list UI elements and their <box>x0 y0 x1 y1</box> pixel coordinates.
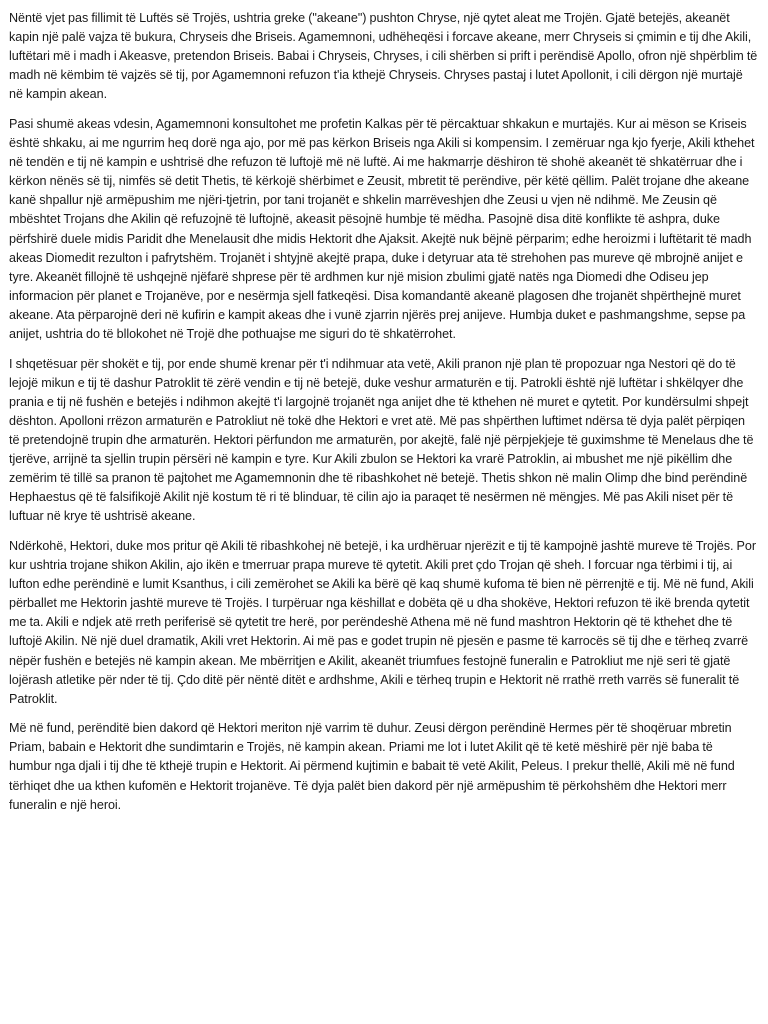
paragraph-3: I shqetësuar për shokët e tij, por ende shumë krenar për t'i ndihmuar ata vetë, Akili pranon një plan të propozuar nga Nestori që do të lejojë mikun e tij të dashur Patroklit të zërë vendin e tij në betejë, duke veshur armaturën e tij. Patrokli është një luftëtar i shkëlqyer dhe prania e tij në fushën e betejës i ndihmon akejtë t'i largojnë trojanët nga anijet dhe të kthehen në muret e qytetit. Por kundërsulmi shpejt dështon. Apolloni rrëzon armaturën e Patrokliut në tokë dhe Hektori e vret atë. Më pas shpërthen luftimet ndërsa të dyja palët përpiqen të pretendojnë trupin dhe armaturën. Hektori përfundon me armaturën, por akejtë, falë një përpjekjeje të guximshme të Menelaus dhe të tjerëve, arrijnë ta sjellin trupin përsëri në kampin e tyre. Kur Akili zbulon se Hektori ka vrarë Patroklin, ai mbushet me një pikëllim dhe zemërim të tillë sa pranon të pajtohet me Agamemnonin dhe të ribashkohet në betejë. Thetis shkon në malin Olimp dhe bind perëndinë Hephaestus që të falsifikojë Akilit një kostum të ri të blinduar, të cilin ajo ia paraqet të nesërmen në mëngjes. Më pas Akili niset për të luftuar në krye të ushtrisë akeane. <box>9 356 754 524</box>
paragraph-1: Nëntë vjet pas fillimit të Luftës së Trojës, ushtria greke ("akeane") pushton Chryse, një qytet aleat me Trojën. Gjatë betejës, akeanët kapin një palë vajza të bukura, Chryseis dhe Briseis. Agamemnoni, udhëheqësi i forcave akeane, merr Chryseis si çmimin e tij dhe Akili, luftëtari më i madh i Akeasve, pretendon Briseis. Babai i Chryseis, Chryses, i cili shërben si prift i perëndisë Apollo, ofron një shpërblim të madh në këmbim të vajzës së tij, por Agamemnoni refuzon t'ia kthejë Chryseis. Chryses pastaj i lutet Apollonit, i cili dërgon një murtajë në kampin akean. <box>9 11 758 102</box>
paragraph-5: Më në fund, perënditë bien dakord që Hektori meriton një varrim të duhur. Zeusi dërgon perëndinë Hermes për të shoqëruar mbretin Priam, babain e Hektorit dhe sundimtarin e Trojës, në kampin akean. Priami me lot i lutet Akilit që të ketë mëshirë për një baba të humbur nga djali i tij dhe të kthejë trupin e Hektorit. Ai përmend kujtimin e babait të vetë Akilit, Peleus. I prekur thellë, Akili më në fund tërhiqet dhe ua kthen kufomën e Hektorit trojanëve. Të dyja palët bien dakord për një armëpushim të përkohshëm dhe Hektori merr funeralin e një heroi. <box>9 721 735 812</box>
paragraph-4: Ndërkohë, Hektori, duke mos pritur që Akili të ribashkohej në betejë, i ka urdhëruar njerëzit e tij të kampojnë jashtë mureve të Trojës. Por kur ushtria trojane shikon Akilin, ajo ikën e tmerruar prapa mureve të qytetit. Akili pret çdo Trojan që sheh. I forcuar nga tërbimi i tij, ai lufton edhe perëndinë e lumit Ksanthus, i cili zemërohet se Akili ka bërë që kaq shumë kufoma të bien në përrenjtë e tij. Më në fund, Akili përballet me Hektorin jashtë mureve të Trojës. I turpëruar nga këshillat e dobëta që u dha shokëve, Hektori refuzon të ikë brenda qytetit me ta. Akili e ndjek atë rreth periferisë së qytetit tre herë, por perëndeshë Athena më në fund mashtron Hektorin që të kthehet dhe të luftojë Akilin. Në një duel dramatik, Akili vret Hektorin. Ai më pas e godet trupin në pjesën e pasme të karrocës së tij dhe e tërheq zvarrë nëpër fushën e betejës në kampin akean. Me mbërritjen e Akilit, akeanët triumfues festojnë funeralin e Patrokliut me një seri të gjatë lojërash atletike për nder të tij. Çdo ditë për nëntë ditët e ardhshme, Akili e tërheq trupin e Hektorit në rrathë rreth varrës së funeralit të Patroklit. <box>9 538 757 706</box>
paragraph-2: Pasi shumë akeas vdesin, Agamemnoni konsultohet me profetin Kalkas për të përcaktuar shkakun e murtajës. Kur ai mëson se Kriseis është shkaku, ai me ngurrim heq dorë nga ajo, por më pas kërkon Briseis nga Akili si kompensim. I zemëruar nga kjo fyerje, Akili kthehet në tendën e tij në kampin e ushtrisë dhe refuzon të luftojë më në luftë. Ai me hakmarrje dëshiron të shohë akeanët të shkatërruar dhe i kërkon nënës së tij, nimfës së detit Thetis, të kërkojë shërbimet e Zeusit, mbretit të perëndive, për këtë qëllim. Palët trojane dhe akeane kanë shpallur një armëpushim me njëri-tjetrin, por tani trojanët e shkelin marrëveshjen dhe Zeusi u vjen në ndihmë. Me Zeusin që mbështet Trojans dhe Akilin që refuzojnë të luftojnë, akeasit pësojnë humbje të mëdha. Pasojnë disa ditë konflikte të ashpra, duke përfshirë duele midis Paridit dhe Menelausit dhe midis Hektorit dhe Ajaksit. Akejtë nuk bëjnë përparim; edhe heroizmi i luftëtarit të madh akeas Diomedit rezulton i pafrytshëm. Trojanët i shtyjnë akejtë prapa, duke i detyruar ata të strehohen pas mureve që mbrojnë anijet e tyre. Akeanët fillojnë të ushqejnë njëfarë shprese për të ardhmen kur një mision zbulimi gjatë natës nga Diomedi dhe Odiseu jep informacion për planet e Trojanëve, por e nesërmja sjell fatkeqësi. Disa komandantë akeanë plagosen dhe trojanët shpërthejnë muret akeane. Ata përparojnë deri në kufirin e kampit akeas dhe i vunë zjarrin njërës prej anijeve. Humbja duket e pashmangshme, sepse pa anijet, ushtria do të bllokohet në Trojë dhe pothuajse me siguri do të shkatërrohet. <box>9 116 755 341</box>
